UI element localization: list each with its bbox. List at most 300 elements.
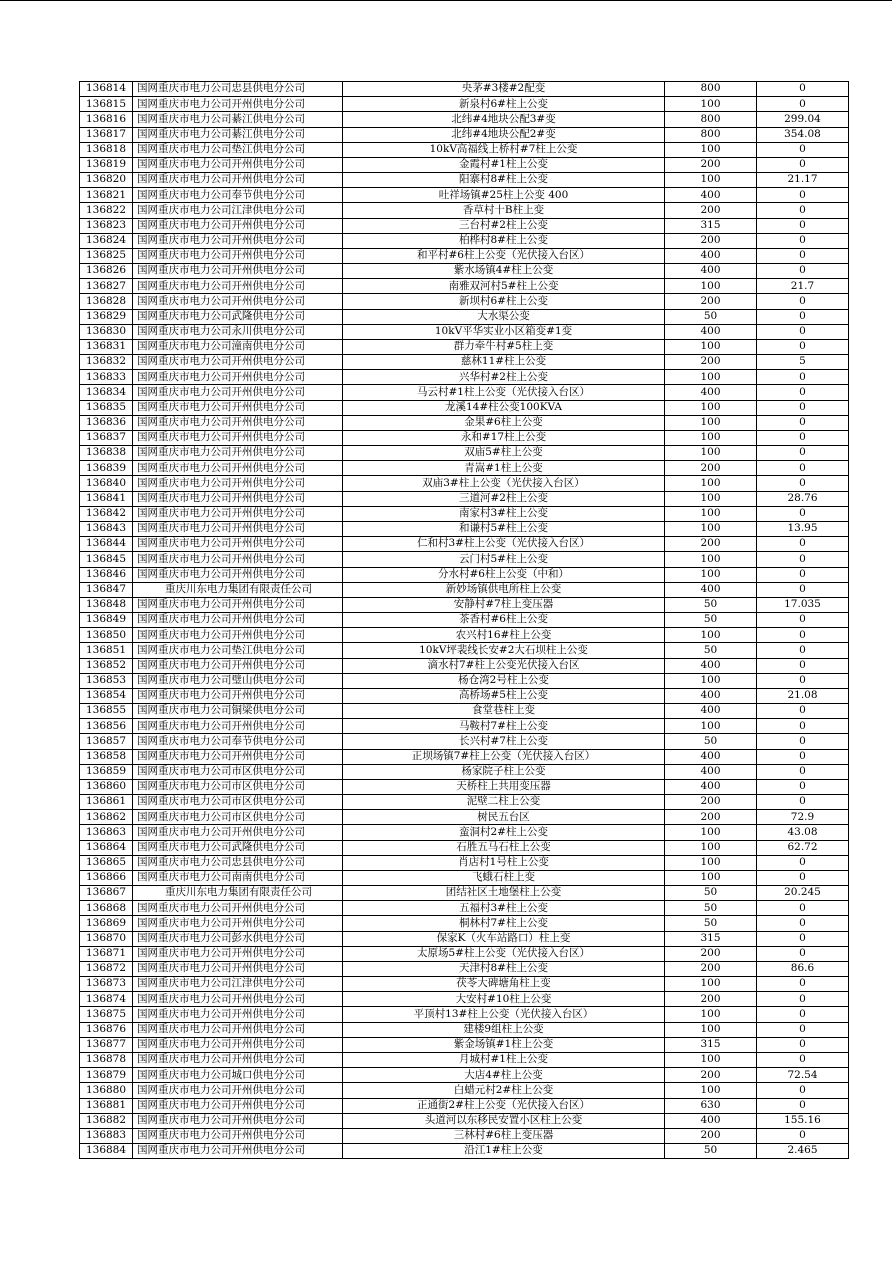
row-id-cell: 136883 xyxy=(80,1128,133,1143)
transformer-name-cell: 大安村#10柱上公变 xyxy=(343,992,665,1007)
value-cell: 72.54 xyxy=(757,1068,849,1083)
company-cell: 国网重庆市电力公司开州供电分公司 xyxy=(133,521,343,536)
company-cell: 国网重庆市电力公司忠县供电分公司 xyxy=(133,855,343,870)
transformer-name-cell: 滴水村7#柱上公变光伏接入台区 xyxy=(343,658,665,673)
company-cell: 国网重庆市电力公司忠县供电分公司 xyxy=(133,82,343,97)
capacity-cell: 400 xyxy=(665,248,757,263)
company-cell: 国网重庆市电力公司开州供电分公司 xyxy=(133,233,343,248)
transformer-name-cell: 永和#17柱上公变 xyxy=(343,430,665,445)
capacity-cell: 100 xyxy=(665,506,757,521)
value-cell: 0 xyxy=(757,233,849,248)
table-row xyxy=(80,112,849,127)
transformer-name-cell: 团结社区土地堡柱上公变 xyxy=(343,886,665,901)
company-cell: 国网重庆市电力公司开州供电分公司 xyxy=(133,719,343,734)
capacity-cell: 50 xyxy=(665,901,757,916)
company-cell: 国网重庆市电力公司奉节供电分公司 xyxy=(133,188,343,203)
capacity-cell: 100 xyxy=(665,1053,757,1068)
capacity-cell: 100 xyxy=(665,446,757,461)
value-cell: 0 xyxy=(757,582,849,597)
company-cell: 国网重庆市电力公司奉节供电分公司 xyxy=(133,734,343,749)
table-row xyxy=(80,339,849,354)
row-id-cell: 136874 xyxy=(80,992,133,1007)
transformer-name-cell: 吐祥场镇#25柱上公变 400 xyxy=(343,188,665,203)
transformer-name-cell: 马鞍村7#柱上公变 xyxy=(343,719,665,734)
value-cell: 0 xyxy=(757,294,849,309)
transformer-name-cell: 新妙场镇供电所柱上公变 xyxy=(343,582,665,597)
capacity-cell: 200 xyxy=(665,946,757,961)
transformer-name-cell: 和平村#6柱上公变（光伏接入台区） xyxy=(343,248,665,263)
transformer-name-cell: 天桥柱上共用变压器 xyxy=(343,779,665,794)
value-cell: 0 xyxy=(757,97,849,112)
capacity-cell: 100 xyxy=(665,370,757,385)
transformer-name-cell: 大水渠公变 xyxy=(343,309,665,324)
transformer-name-cell: 10kV高福线上桥村#7柱上公变 xyxy=(343,142,665,157)
capacity-cell: 50 xyxy=(665,734,757,749)
table-row xyxy=(80,82,849,97)
capacity-cell: 100 xyxy=(665,840,757,855)
table-row xyxy=(80,294,849,309)
row-id-cell: 136848 xyxy=(80,597,133,612)
row-id-cell: 136822 xyxy=(80,203,133,218)
transformer-name-cell: 天津村8#柱上公变 xyxy=(343,961,665,976)
row-id-cell: 136870 xyxy=(80,931,133,946)
table-row xyxy=(80,840,849,855)
capacity-cell: 100 xyxy=(665,279,757,294)
company-cell: 国网重庆市电力公司武隆供电分公司 xyxy=(133,840,343,855)
transformer-name-cell: 杨仓湾2号柱上公变 xyxy=(343,673,665,688)
value-cell: 21.08 xyxy=(757,688,849,703)
transformer-name-cell: 分水村#6柱上公变（中和） xyxy=(343,567,665,582)
value-cell: 0 xyxy=(757,506,849,521)
company-cell: 国网重庆市电力公司开州供电分公司 xyxy=(133,597,343,612)
row-id-cell: 136858 xyxy=(80,749,133,764)
company-cell: 国网重庆市电力公司开州供电分公司 xyxy=(133,567,343,582)
company-cell: 国网重庆市电力公司开州供电分公司 xyxy=(133,1037,343,1052)
table-row xyxy=(80,658,849,673)
transformer-name-cell: 马云村#1柱上公变（光伏接入台区） xyxy=(343,385,665,400)
table-row xyxy=(80,719,849,734)
value-cell: 21.17 xyxy=(757,173,849,188)
table-row xyxy=(80,779,849,794)
company-cell: 国网重庆市电力公司彭水供电分公司 xyxy=(133,931,343,946)
company-cell: 国网重庆市电力公司开州供电分公司 xyxy=(133,294,343,309)
value-cell: 43.08 xyxy=(757,825,849,840)
company-cell: 国网重庆市电力公司开州供电分公司 xyxy=(133,173,343,188)
row-id-cell: 136875 xyxy=(80,1007,133,1022)
transformer-name-cell: 泥壁二柱上公变 xyxy=(343,795,665,810)
capacity-cell: 100 xyxy=(665,673,757,688)
transformer-name-cell: 农兴村16#柱上公变 xyxy=(343,628,665,643)
capacity-cell: 50 xyxy=(665,613,757,628)
table-row xyxy=(80,597,849,612)
row-id-cell: 136880 xyxy=(80,1083,133,1098)
table-row xyxy=(80,643,849,658)
value-cell: 0 xyxy=(757,446,849,461)
transformer-name-cell: 南家村3#柱上公变 xyxy=(343,506,665,521)
table-row xyxy=(80,628,849,643)
company-cell: 国网重庆市电力公司璧山供电分公司 xyxy=(133,673,343,688)
company-cell: 国网重庆市电力公司开州供电分公司 xyxy=(133,1007,343,1022)
company-cell: 国网重庆市电力公司开州供电分公司 xyxy=(133,749,343,764)
value-cell: 72.9 xyxy=(757,810,849,825)
value-cell: 0 xyxy=(757,1022,849,1037)
row-id-cell: 136871 xyxy=(80,946,133,961)
transformer-name-cell: 石胜五马石柱上公变 xyxy=(343,840,665,855)
company-cell: 国网重庆市电力公司开州供电分公司 xyxy=(133,385,343,400)
row-id-cell: 136849 xyxy=(80,613,133,628)
transformer-name-cell: 长兴村#7柱上公变 xyxy=(343,734,665,749)
value-cell: 0 xyxy=(757,552,849,567)
transformer-name-cell: 三林村#6柱上变压器 xyxy=(343,1128,665,1143)
row-id-cell: 136816 xyxy=(80,112,133,127)
value-cell: 0 xyxy=(757,476,849,491)
company-cell: 国网重庆市电力公司开州供电分公司 xyxy=(133,1098,343,1113)
table-row xyxy=(80,1128,849,1143)
value-cell: 0 xyxy=(757,1037,849,1052)
table-row xyxy=(80,491,849,506)
transformer-name-cell: 正通街2#柱上公变（光伏接入台区） xyxy=(343,1098,665,1113)
company-cell: 国网重庆市电力公司开州供电分公司 xyxy=(133,1053,343,1068)
value-cell: 0 xyxy=(757,218,849,233)
row-id-cell: 136846 xyxy=(80,567,133,582)
row-id-cell: 136836 xyxy=(80,415,133,430)
capacity-cell: 400 xyxy=(665,749,757,764)
capacity-cell: 200 xyxy=(665,1128,757,1143)
value-cell: 0 xyxy=(757,248,849,263)
transformer-name-cell: 茶香村#6柱上公变 xyxy=(343,613,665,628)
row-id-cell: 136839 xyxy=(80,461,133,476)
value-cell: 0 xyxy=(757,855,849,870)
company-cell: 国网重庆市电力公司开州供电分公司 xyxy=(133,688,343,703)
table-row xyxy=(80,977,849,992)
capacity-cell: 50 xyxy=(665,597,757,612)
table-row xyxy=(80,157,849,172)
transformer-name-cell: 央茅#3楼#2配变 xyxy=(343,82,665,97)
capacity-cell: 200 xyxy=(665,294,757,309)
company-cell: 重庆川东电力集团有限责任公司 xyxy=(133,886,343,901)
value-cell: 0 xyxy=(757,324,849,339)
value-cell: 0 xyxy=(757,992,849,1007)
value-cell: 0 xyxy=(757,795,849,810)
value-cell: 0 xyxy=(757,704,849,719)
capacity-cell: 50 xyxy=(665,309,757,324)
company-cell: 国网重庆市电力公司开州供电分公司 xyxy=(133,992,343,1007)
transformer-name-cell: 双庙5#柱上公变 xyxy=(343,446,665,461)
table-row xyxy=(80,931,849,946)
company-cell: 国网重庆市电力公司开州供电分公司 xyxy=(133,370,343,385)
capacity-cell: 100 xyxy=(665,719,757,734)
transformer-name-cell: 兴华村#2柱上公变 xyxy=(343,370,665,385)
value-cell: 0 xyxy=(757,749,849,764)
value-cell: 0 xyxy=(757,643,849,658)
row-id-cell: 136864 xyxy=(80,840,133,855)
table-row xyxy=(80,506,849,521)
company-cell: 国网重庆市电力公司开州供电分公司 xyxy=(133,476,343,491)
table-row xyxy=(80,142,849,157)
row-id-cell: 136840 xyxy=(80,476,133,491)
row-id-cell: 136866 xyxy=(80,870,133,885)
transformer-name-cell: 桐林村7#柱上公变 xyxy=(343,916,665,931)
table-row xyxy=(80,264,849,279)
table-row xyxy=(80,97,849,112)
company-cell: 国网重庆市电力公司开州供电分公司 xyxy=(133,901,343,916)
transformer-name-cell: 正坝场镇7#柱上公变（光伏接入台区） xyxy=(343,749,665,764)
transformer-name-cell: 金霞村#1柱上公变 xyxy=(343,157,665,172)
table-row xyxy=(80,461,849,476)
row-id-cell: 136820 xyxy=(80,173,133,188)
transformer-name-cell: 茯苓大碑塘角柱上变 xyxy=(343,977,665,992)
row-id-cell: 136862 xyxy=(80,810,133,825)
transformer-name-cell: 香草村十B柱上变 xyxy=(343,203,665,218)
table-row xyxy=(80,1037,849,1052)
row-id-cell: 136815 xyxy=(80,97,133,112)
row-id-cell: 136835 xyxy=(80,400,133,415)
transformer-name-cell: 平顶村13#柱上公变（光伏接入台区） xyxy=(343,1007,665,1022)
table-row xyxy=(80,1083,849,1098)
table-row xyxy=(80,385,849,400)
table-row xyxy=(80,795,849,810)
company-cell: 国网重庆市电力公司开州供电分公司 xyxy=(133,430,343,445)
capacity-cell: 100 xyxy=(665,400,757,415)
table-row xyxy=(80,673,849,688)
company-cell: 国网重庆市电力公司开州供电分公司 xyxy=(133,537,343,552)
transformer-name-cell: 保家K（火车站路口）柱上变 xyxy=(343,931,665,946)
company-cell: 国网重庆市电力公司开州供电分公司 xyxy=(133,946,343,961)
company-cell: 国网重庆市电力公司垫江供电分公司 xyxy=(133,643,343,658)
transformer-name-cell: 月城村#1柱上公变 xyxy=(343,1053,665,1068)
company-cell: 国网重庆市电力公司市区供电分公司 xyxy=(133,764,343,779)
value-cell: 0 xyxy=(757,931,849,946)
company-cell: 国网重庆市电力公司綦江供电分公司 xyxy=(133,127,343,142)
transformer-name-cell: 建楼9组柱上公变 xyxy=(343,1022,665,1037)
value-cell: 0 xyxy=(757,82,849,97)
value-cell: 0 xyxy=(757,203,849,218)
capacity-cell: 200 xyxy=(665,810,757,825)
company-cell: 国网重庆市电力公司开州供电分公司 xyxy=(133,248,343,263)
company-cell: 国网重庆市电力公司开州供电分公司 xyxy=(133,446,343,461)
value-cell: 0 xyxy=(757,977,849,992)
table-row xyxy=(80,961,849,976)
capacity-cell: 100 xyxy=(665,173,757,188)
capacity-cell: 100 xyxy=(665,339,757,354)
table-row xyxy=(80,324,849,339)
transformer-name-cell: 柏桦村8#柱上公变 xyxy=(343,233,665,248)
transformer-name-cell: 头道河以东移民安置小区柱上公变 xyxy=(343,1113,665,1128)
value-cell: 354.08 xyxy=(757,127,849,142)
table-row xyxy=(80,855,849,870)
transformer-name-cell: 10kV平华实业小区箱变#1变 xyxy=(343,324,665,339)
row-id-cell: 136825 xyxy=(80,248,133,263)
company-cell: 重庆川东电力集团有限责任公司 xyxy=(133,582,343,597)
company-cell: 国网重庆市电力公司綦江供电分公司 xyxy=(133,112,343,127)
capacity-cell: 400 xyxy=(665,688,757,703)
row-id-cell: 136821 xyxy=(80,188,133,203)
row-id-cell: 136876 xyxy=(80,1022,133,1037)
capacity-cell: 400 xyxy=(665,324,757,339)
capacity-cell: 400 xyxy=(665,658,757,673)
company-cell: 国网重庆市电力公司市区供电分公司 xyxy=(133,779,343,794)
value-cell: 86.6 xyxy=(757,961,849,976)
row-id-cell: 136855 xyxy=(80,704,133,719)
value-cell: 0 xyxy=(757,901,849,916)
transformer-name-cell: 五福村3#柱上公变 xyxy=(343,901,665,916)
capacity-cell: 100 xyxy=(665,430,757,445)
value-cell: 21.7 xyxy=(757,279,849,294)
transformer-name-cell: 肖店村1号柱上公变 xyxy=(343,855,665,870)
company-cell: 国网重庆市电力公司开州供电分公司 xyxy=(133,1144,343,1159)
capacity-cell: 200 xyxy=(665,233,757,248)
capacity-cell: 100 xyxy=(665,870,757,885)
row-id-cell: 136844 xyxy=(80,537,133,552)
value-cell: 0 xyxy=(757,1053,849,1068)
transformer-name-cell: 慈林11#柱上公变 xyxy=(343,355,665,370)
transformer-name-cell: 食堂巷柱上变 xyxy=(343,704,665,719)
company-cell: 国网重庆市电力公司开州供电分公司 xyxy=(133,1128,343,1143)
table-row xyxy=(80,886,849,901)
table-row xyxy=(80,248,849,263)
row-id-cell: 136837 xyxy=(80,430,133,445)
transformer-name-cell: 10kV坪裴线长安#2大石坝柱上公变 xyxy=(343,643,665,658)
page-top-rule xyxy=(0,0,892,1)
row-id-cell: 136843 xyxy=(80,521,133,536)
value-cell: 0 xyxy=(757,339,849,354)
row-id-cell: 136833 xyxy=(80,370,133,385)
transformer-name-cell: 沿江1#柱上公变 xyxy=(343,1144,665,1159)
row-id-cell: 136819 xyxy=(80,157,133,172)
value-cell: 0 xyxy=(757,779,849,794)
transformer-name-cell: 高桥场#5柱上公变 xyxy=(343,688,665,703)
transformer-name-cell: 白蜡元村2#柱上公变 xyxy=(343,1083,665,1098)
table-row xyxy=(80,946,849,961)
value-cell: 0 xyxy=(757,309,849,324)
value-cell: 0 xyxy=(757,142,849,157)
value-cell: 20.245 xyxy=(757,886,849,901)
row-id-cell: 136865 xyxy=(80,855,133,870)
company-cell: 国网重庆市电力公司开州供电分公司 xyxy=(133,400,343,415)
table-row xyxy=(80,567,849,582)
company-cell: 国网重庆市电力公司开州供电分公司 xyxy=(133,916,343,931)
company-cell: 国网重庆市电力公司江津供电分公司 xyxy=(133,203,343,218)
table-row xyxy=(80,901,849,916)
table-row xyxy=(80,1113,849,1128)
company-cell: 国网重庆市电力公司铜梁供电分公司 xyxy=(133,704,343,719)
company-cell: 国网重庆市电力公司江津供电分公司 xyxy=(133,977,343,992)
table-row xyxy=(80,400,849,415)
row-id-cell: 136838 xyxy=(80,446,133,461)
table-row xyxy=(80,430,849,445)
company-cell: 国网重庆市电力公司城口供电分公司 xyxy=(133,1068,343,1083)
table-row xyxy=(80,552,849,567)
row-id-cell: 136884 xyxy=(80,1144,133,1159)
table-row xyxy=(80,825,849,840)
company-cell: 国网重庆市电力公司永川供电分公司 xyxy=(133,324,343,339)
capacity-cell: 400 xyxy=(665,264,757,279)
table-row xyxy=(80,188,849,203)
capacity-cell: 200 xyxy=(665,1068,757,1083)
company-cell: 国网重庆市电力公司市区供电分公司 xyxy=(133,795,343,810)
row-id-cell: 136852 xyxy=(80,658,133,673)
capacity-cell: 100 xyxy=(665,97,757,112)
company-cell: 国网重庆市电力公司开州供电分公司 xyxy=(133,613,343,628)
capacity-cell: 100 xyxy=(665,977,757,992)
transformer-name-cell: 树民五台区 xyxy=(343,810,665,825)
row-id-cell: 136860 xyxy=(80,779,133,794)
value-cell: 0 xyxy=(757,157,849,172)
row-id-cell: 136814 xyxy=(80,82,133,97)
transformer-name-cell: 三道河#2柱上公变 xyxy=(343,491,665,506)
company-cell: 国网重庆市电力公司开州供电分公司 xyxy=(133,97,343,112)
row-id-cell: 136850 xyxy=(80,628,133,643)
value-cell: 0 xyxy=(757,385,849,400)
transformer-table xyxy=(79,81,849,1159)
capacity-cell: 400 xyxy=(665,188,757,203)
table-row xyxy=(80,613,849,628)
value-cell: 2.465 xyxy=(757,1144,849,1159)
value-cell: 13.95 xyxy=(757,521,849,536)
capacity-cell: 630 xyxy=(665,1098,757,1113)
row-id-cell: 136823 xyxy=(80,218,133,233)
value-cell: 0 xyxy=(757,415,849,430)
capacity-cell: 315 xyxy=(665,931,757,946)
row-id-cell: 136872 xyxy=(80,961,133,976)
company-cell: 国网重庆市电力公司开州供电分公司 xyxy=(133,279,343,294)
capacity-cell: 100 xyxy=(665,825,757,840)
capacity-cell: 315 xyxy=(665,218,757,233)
transformer-name-cell: 太原场5#柱上公变（光伏接入台区） xyxy=(343,946,665,961)
table-row xyxy=(80,704,849,719)
table-row xyxy=(80,1022,849,1037)
company-cell: 国网重庆市电力公司开州供电分公司 xyxy=(133,355,343,370)
capacity-cell: 800 xyxy=(665,82,757,97)
row-id-cell: 136842 xyxy=(80,506,133,521)
company-cell: 国网重庆市电力公司开州供电分公司 xyxy=(133,218,343,233)
value-cell: 0 xyxy=(757,628,849,643)
capacity-cell: 100 xyxy=(665,1083,757,1098)
capacity-cell: 200 xyxy=(665,961,757,976)
capacity-cell: 800 xyxy=(665,127,757,142)
value-cell: 299.04 xyxy=(757,112,849,127)
value-cell: 0 xyxy=(757,673,849,688)
value-cell: 0 xyxy=(757,264,849,279)
company-cell: 国网重庆市电力公司开州供电分公司 xyxy=(133,1113,343,1128)
capacity-cell: 200 xyxy=(665,795,757,810)
value-cell: 0 xyxy=(757,658,849,673)
value-cell: 0 xyxy=(757,537,849,552)
value-cell: 0 xyxy=(757,870,849,885)
value-cell: 155.16 xyxy=(757,1113,849,1128)
transformer-name-cell: 杨家院子柱上公变 xyxy=(343,764,665,779)
table-row xyxy=(80,279,849,294)
capacity-cell: 200 xyxy=(665,461,757,476)
capacity-cell: 100 xyxy=(665,142,757,157)
transformer-name-cell: 三台村#2柱上公变 xyxy=(343,218,665,233)
table-row xyxy=(80,370,849,385)
capacity-cell: 50 xyxy=(665,886,757,901)
value-cell: 0 xyxy=(757,430,849,445)
row-id-cell: 136857 xyxy=(80,734,133,749)
company-cell: 国网重庆市电力公司开州供电分公司 xyxy=(133,491,343,506)
company-cell: 国网重庆市电力公司开州供电分公司 xyxy=(133,825,343,840)
row-id-cell: 136853 xyxy=(80,673,133,688)
row-id-cell: 136868 xyxy=(80,901,133,916)
capacity-cell: 50 xyxy=(665,643,757,658)
table-row xyxy=(80,173,849,188)
transformer-table-container xyxy=(79,81,849,1159)
row-id-cell: 136847 xyxy=(80,582,133,597)
capacity-cell: 400 xyxy=(665,704,757,719)
row-id-cell: 136841 xyxy=(80,491,133,506)
value-cell: 0 xyxy=(757,734,849,749)
